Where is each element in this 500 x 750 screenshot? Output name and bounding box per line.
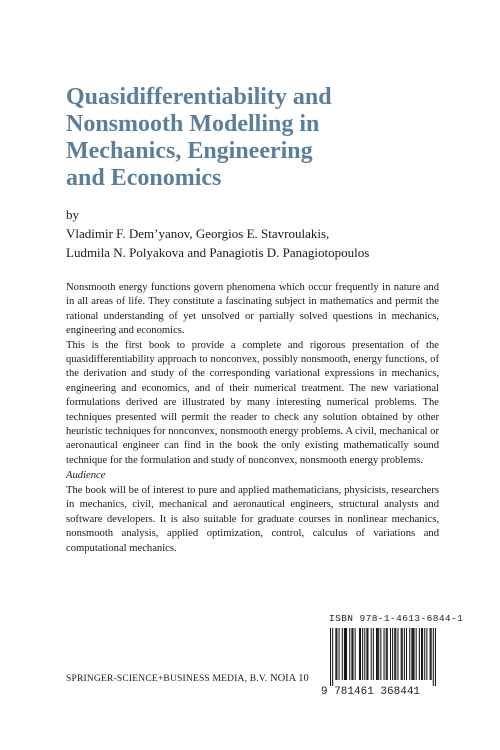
barcode-bar bbox=[419, 628, 420, 680]
barcode-bar bbox=[330, 628, 331, 686]
barcode-number: 9 781461 368441 bbox=[321, 686, 421, 698]
barcode-bar bbox=[359, 628, 360, 680]
barcode-bar bbox=[339, 628, 340, 680]
author-line: Ludmila N. Polyakova and Panagiotis D. Panagiotopoulos bbox=[66, 245, 370, 260]
barcode-bar bbox=[414, 628, 415, 680]
barcode-bar bbox=[402, 628, 403, 680]
barcode-bar bbox=[378, 628, 379, 680]
by-label: by bbox=[66, 207, 79, 222]
description-paragraph: This is the first book to provide a complete and rigorous presentation of the quasidifferentiability approach to nonconvex, possibly nonsmooth, energy functions, of the derivation and study of the corresponding variational expressions in mechanics, engineering and economics, and of their numerical treatment. The new variational formulations derived are illustrated by many interesting numerical problems. The techniques presented will permit the reader to check any solution obtained by other heuristic techniques for nonconvex, nonsmooth energy problems. A civil, mechanical or aeronautical engineer can find in the book the only existing mathematically sound technique for the formulation and study of nonconvex, nonsmooth energy problems. bbox=[66, 339, 439, 466]
barcode-bar bbox=[404, 628, 405, 680]
barcode-bar bbox=[424, 628, 425, 680]
title-line: Quasidifferentiability and bbox=[66, 84, 332, 110]
title-line: and Economics bbox=[66, 165, 222, 191]
description-paragraph: Nonsmooth energy functions govern phenomena which occur frequently in nature and in all areas of life. They constitute a fascinating subject in mathematics and permit the rational understanding of yet unsolved or partially solved questions in mechanics, engineering and economics. bbox=[66, 282, 439, 337]
barcode-bar bbox=[342, 628, 343, 680]
author-list bbox=[66, 224, 486, 262]
barcode-bar bbox=[421, 628, 422, 680]
barcode-bar bbox=[352, 628, 353, 680]
barcode-bar bbox=[344, 628, 345, 680]
barcode-bar bbox=[395, 628, 396, 680]
publisher-name: SPRINGER-SCIENCE+BUSINESS MEDIA, B.V. bbox=[66, 674, 268, 684]
barcode-bar bbox=[345, 628, 346, 680]
book-title bbox=[66, 84, 486, 192]
barcode-bar bbox=[409, 628, 410, 680]
barcode-bar bbox=[351, 628, 352, 680]
barcode-bar bbox=[335, 628, 336, 680]
barcode-bar bbox=[431, 628, 432, 680]
isbn-label: ISBN 978-1-4613-6844-1 bbox=[329, 613, 464, 624]
barcode-bar bbox=[336, 628, 337, 680]
barcode-bar bbox=[430, 628, 431, 680]
barcode-bar bbox=[406, 628, 407, 680]
barcode-bar bbox=[364, 628, 365, 680]
barcode-bar bbox=[346, 628, 347, 680]
barcode-bar bbox=[392, 628, 393, 680]
barcode-bar bbox=[401, 628, 402, 680]
barcode-bar bbox=[371, 628, 372, 680]
barcode-bar bbox=[373, 628, 374, 680]
barcode-bar bbox=[380, 628, 381, 680]
barcode-bar bbox=[332, 628, 333, 686]
barcode-bar bbox=[377, 628, 378, 680]
barcode-bar bbox=[416, 628, 417, 680]
barcode-bar bbox=[426, 628, 427, 680]
barcode-bar bbox=[422, 628, 423, 680]
barcode-bar bbox=[355, 628, 356, 680]
book-description bbox=[66, 281, 439, 468]
title-line: Mechanics, Engineering bbox=[66, 138, 313, 164]
barcode-bar bbox=[349, 628, 350, 680]
title-line: Nonsmooth Modelling in bbox=[66, 111, 320, 137]
barcode-bar bbox=[433, 628, 434, 686]
barcode-bar bbox=[366, 628, 367, 680]
isbn-barcode bbox=[330, 628, 436, 686]
barcode-bar bbox=[387, 628, 388, 680]
barcode-bar bbox=[376, 628, 377, 680]
barcode-bar bbox=[362, 628, 363, 680]
barcode-bar bbox=[394, 628, 395, 680]
barcode-bar bbox=[384, 628, 385, 680]
audience-heading: Audience bbox=[66, 470, 106, 481]
barcode-bar bbox=[386, 628, 387, 680]
barcode-bar bbox=[411, 628, 412, 680]
barcode-bar bbox=[390, 628, 391, 680]
barcode-bar bbox=[412, 628, 413, 680]
barcode-bar bbox=[397, 628, 398, 680]
barcode-bar bbox=[435, 628, 436, 686]
series-label: NOIA 10 bbox=[270, 673, 309, 684]
author-line: Vladimir F. Dem’yanov, Georgios E. Stavroulakis, bbox=[66, 226, 330, 241]
barcode-bar bbox=[367, 628, 368, 680]
audience-text: The book will be of interest to pure and applied mathematicians, physicists, researchers in mechanics, civil, mechanical and aeronautical engineers, structural analysts and software developers. It is also suitable for graduate courses in nonlinear mechanics, nonsmooth analysis, applied optimization, control, calculus of variations and computational mechanics. bbox=[66, 485, 439, 554]
barcode-bar bbox=[360, 628, 361, 680]
